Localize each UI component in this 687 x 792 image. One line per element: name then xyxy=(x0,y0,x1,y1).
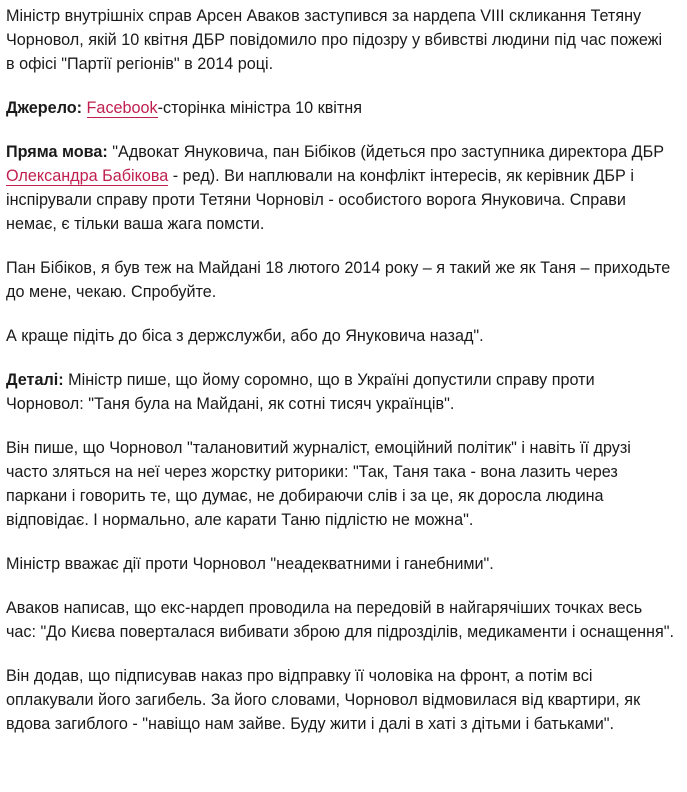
babikov-link[interactable]: Олександра Бабікова xyxy=(6,167,169,185)
paragraph-source xyxy=(6,96,675,120)
facebook-link[interactable]: Facebook xyxy=(86,99,158,117)
paragraph-10: Він додав, що підписував наказ про відправку її чоловіка на фронт, а потім всі оплакували його загибель. За його словами, Чорновол відмовилася від квартири, як вдова загиблого - "навіщо нам зайве. Буду жити і далі в хаті з дітьми і батьками". xyxy=(6,667,641,733)
paragraph-5: А краще підіть до біса з держслужби, або до Януковича назад". xyxy=(6,327,484,345)
details-label: Деталі: xyxy=(6,371,64,389)
quote-label: Пряма мова: xyxy=(6,143,108,161)
quote-text-start: "Адвокат Януковича, пан Бібіков (йдеться про заступника директора ДБР xyxy=(107,143,665,161)
paragraph-8: Міністр вважає дії проти Чорновол "неадекватними і ганебними". xyxy=(6,555,494,573)
details-text: Міністр пише, що йому соромно, що в Україні допустили справу проти Чорновол: "Таня була на Майдані, як сотні тисяч українців". xyxy=(6,371,595,413)
paragraph-4: Пан Бібіков, я був теж на Майдані 18 лютого 2014 року – я такий же як Таня – приходьте до мене, чекаю. Спробуйте. xyxy=(6,259,671,301)
source-label: Джерело: xyxy=(6,99,83,117)
paragraph-details xyxy=(6,368,675,416)
paragraph-9: Аваков написав, що екс-нардеп проводила на передовій в найгарячіших точках весь час: "До Києва поверталася вибивати зброю для підрозділів, медикаменти і оснащення". xyxy=(6,599,674,641)
source-text: -сторінка міністра 10 квітня xyxy=(157,99,363,117)
paragraph-7: Він пише, що Чорновол "талановитий журналіст, емоційний політик" і навіть її друзі часто зляться на неї через жорстку риторики: "Так, Таня така - вона лазить через паркани і говорить те, що думає, не добираючи слів і за це, як доросла людина відповідає. І нормально, але карати Таню підлістю не можна". xyxy=(6,439,631,529)
quote-text-end: - ред). Ви наплювали на конфлікт інтересів, як керівник ДБР і інспірували справу проти Тетяни Чорновіл - особистого ворога Януковича. Справи немає, є тільки ваша жага помсти. xyxy=(6,167,634,233)
paragraph-intro: Міністр внутрішніх справ Арсен Аваков заступився за нардепа VIII скликання Тетяну Чорновол, якій 10 квітня ДБР повідомило про підозру у вбивстві людини під час пожежі в офісі "Партії регіонів" в 2014 році. xyxy=(6,7,663,73)
paragraph-quote xyxy=(6,140,675,236)
